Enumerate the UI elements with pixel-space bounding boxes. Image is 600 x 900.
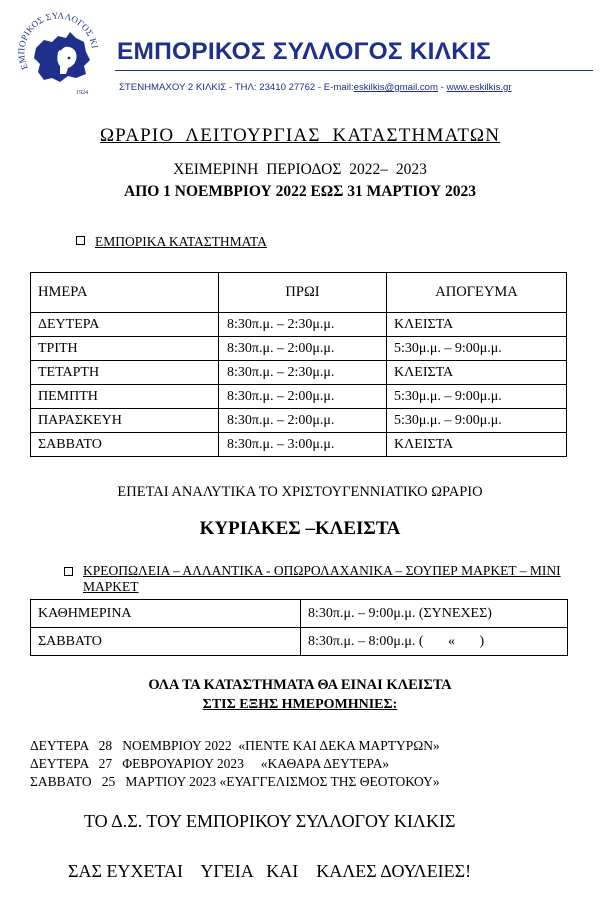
christmas-schedule-note: ΕΠΕΤΑΙ ΑΝΑΛΥΤΙΚΑ ΤΟ ΧΡΙΣΤΟΥΓΕΝΝΙΑΤΙΚΟ ΩΡΑΡΙΟ [117,484,483,500]
table-row [31,361,567,385]
association-logo [14,8,106,100]
table-row [31,433,567,457]
day-cell: ΔΕΥΤΕΡΑ [31,313,219,337]
morning-cell: 8:30π.μ. – 2:00μ.μ. [219,409,387,433]
morning-cell: 8:30π.μ. – 2:30μ.μ. [219,361,387,385]
header-divider [115,70,593,71]
sundays-closed-notice: ΚΥΡΙΑΚΕΣ –ΚΛΕΙΣΤΑ [199,518,401,539]
organization-contact [119,82,512,93]
column-header-morning: ΠΡΩΙ [219,273,387,313]
table-row [31,385,567,409]
sign-off-line-2: ΣΑΣ ΕΥΧΕΤΑΙ ΥΓΕΙΑ ΚΑΙ ΚΑΛΕΣ ΔΟΥΛΕΙΕΣ! [68,861,472,881]
closed-dates-subtitle: ΣΤΙΣ ΕΞΗΣ ΗΜΕΡΟΜΗΝΙΕΣ: [202,697,398,712]
table-row [31,600,568,628]
sign-off-line-1: ΤΟ Δ.Σ. ΤΟΥ ΕΜΠΟΡΙΚΟΥ ΣΥΛΛΟΓΟΥ ΚΙΛΚΙΣ [84,811,456,831]
morning-cell: 8:30π.μ. – 3:00μ.μ. [219,433,387,457]
checkbox-bullet-icon [76,236,85,245]
holiday-line: ΔΕΥΤΕΡΑ 27 ΦΕΒΡΟΥΑΡΙΟΥ 2023 «ΚΑΘΑΡΑ ΔΕΥΤΕΡΑ» [30,756,390,771]
afternoon-cell: 5:30μ.μ. – 9:00μ.μ. [387,409,567,433]
table-row [31,337,567,361]
food-section-heading [67,563,587,595]
table-row [31,628,568,656]
day-cell: ΤΕΤΑΡΤΗ [31,361,219,385]
season-label: ΧΕΙΜΕΡΙΝΗ ΠΕΡΙΟΔΟΣ 2022– 2023 [173,161,427,178]
day-cell: ΤΡΙΤΗ [31,337,219,361]
table-row [31,313,567,337]
logo-year: 1924 [76,90,88,96]
column-header-afternoon: ΑΠΟΓΕΥΜΑ [387,273,567,313]
stores-section-heading [76,234,267,250]
holiday-line: ΣΑΒΒΑΤΟ 25 ΜΑΡΤΙΟΥ 2023 «ΕΥΑΓΓΕΛΙΣΜΟΣ ΤΗΣ ΘΕΟΤΟΚΟΥ» [30,774,440,789]
address-text: ΣΤΕΝΗΜΑΧΟΥ 2 ΚΙΛΚΙΣ - ΤΗΛ: 23410 27762 - E-mail: [119,82,354,93]
stores-hours-table [30,272,567,457]
food-hours-cell: 8:30π.μ. – 8:00μ.μ. ( « ) [301,628,568,656]
contact-separator: - [438,82,447,93]
email-link[interactable]: eskilkis@gmail.com [353,82,438,93]
food-heading-text: ΚΡΕΟΠΩΛΕΙΑ – ΑΛΛΑΝΤΙΚΑ - ΟΠΩΡΟΛΑΧΑΝΙΚΑ – ΣΟΥΠΕΡ ΜΑΡΚΕΤ – ΜΙΝΙ ΜΑΡΚΕΤ [83,563,561,594]
organization-name: ΕΜΠΟΡΙΚΟΣ ΣΥΛΛΟΓΟΣ ΚΙΛΚΙΣ [117,38,492,65]
website-link[interactable]: www.eskilkis.gr [446,82,512,93]
checkbox-bullet-icon [64,567,73,576]
morning-cell: 8:30π.μ. – 2:00μ.μ. [219,385,387,409]
table-header-row [31,273,567,313]
day-cell: ΣΑΒΒΑΤΟ [31,433,219,457]
morning-cell: 8:30π.μ. – 2:00μ.μ. [219,337,387,361]
food-hours-cell: 8:30π.μ. – 9:00μ.μ. (ΣΥΝΕΧΕΣ) [301,600,568,628]
food-label-cell: ΚΑΘΗΜΕΡΙΝΑ [31,600,301,628]
logo-emblem [14,8,106,100]
day-cell: ΠΑΡΑΣΚΕΥΗ [31,409,219,433]
afternoon-cell: 5:30μ.μ. – 9:00μ.μ. [387,337,567,361]
holiday-line: ΔΕΥΤΕΡΑ 28 ΝΟΕΜΒΡΙΟΥ 2022 «ΠΕΝΤΕ ΚΑΙ ΔΕΚΑ ΜΑΡΤΥΡΩΝ» [30,738,440,753]
afternoon-cell: ΚΛΕΙΣΤΑ [387,433,567,457]
day-cell: ΠΕΜΠΤΗ [31,385,219,409]
afternoon-cell: ΚΛΕΙΣΤΑ [387,361,567,385]
food-hours-table [30,599,568,656]
page-title: ΩΡΑΡΙΟ ΛΕΙΤΟΥΡΓΙΑΣ ΚΑΤΑΣΤΗΜΑΤΩΝ [99,125,501,146]
food-label-cell: ΣΑΒΒΑΤΟ [31,628,301,656]
afternoon-cell: ΚΛΕΙΣΤΑ [387,313,567,337]
logo-arc-text: ΕΜΠΟΡΙΚΟΣ ΣΥΛΛΟΓΟΣ ΚΙ [16,10,101,72]
table-row [31,409,567,433]
morning-cell: 8:30π.μ. – 2:30μ.μ. [219,313,387,337]
afternoon-cell: 5:30μ.μ. – 9:00μ.μ. [387,385,567,409]
column-header-day: ΗΜΕΡΑ [31,273,219,313]
stores-heading-text: ΕΜΠΟΡΙΚΑ ΚΑΤΑΣΤΗΜΑΤΑ [95,234,267,249]
closed-dates-title: ΟΛΑ ΤΑ ΚΑΤΑΣΤΗΜΑΤΑ ΘΑ ΕΙΝΑΙ ΚΛΕΙΣΤΑ [148,677,452,693]
period-label: ΑΠΟ 1 ΝΟΕΜΒΡΙΟΥ 2022 ΕΩΣ 31 ΜΑΡΤΙΟΥ 2023 [124,183,476,200]
